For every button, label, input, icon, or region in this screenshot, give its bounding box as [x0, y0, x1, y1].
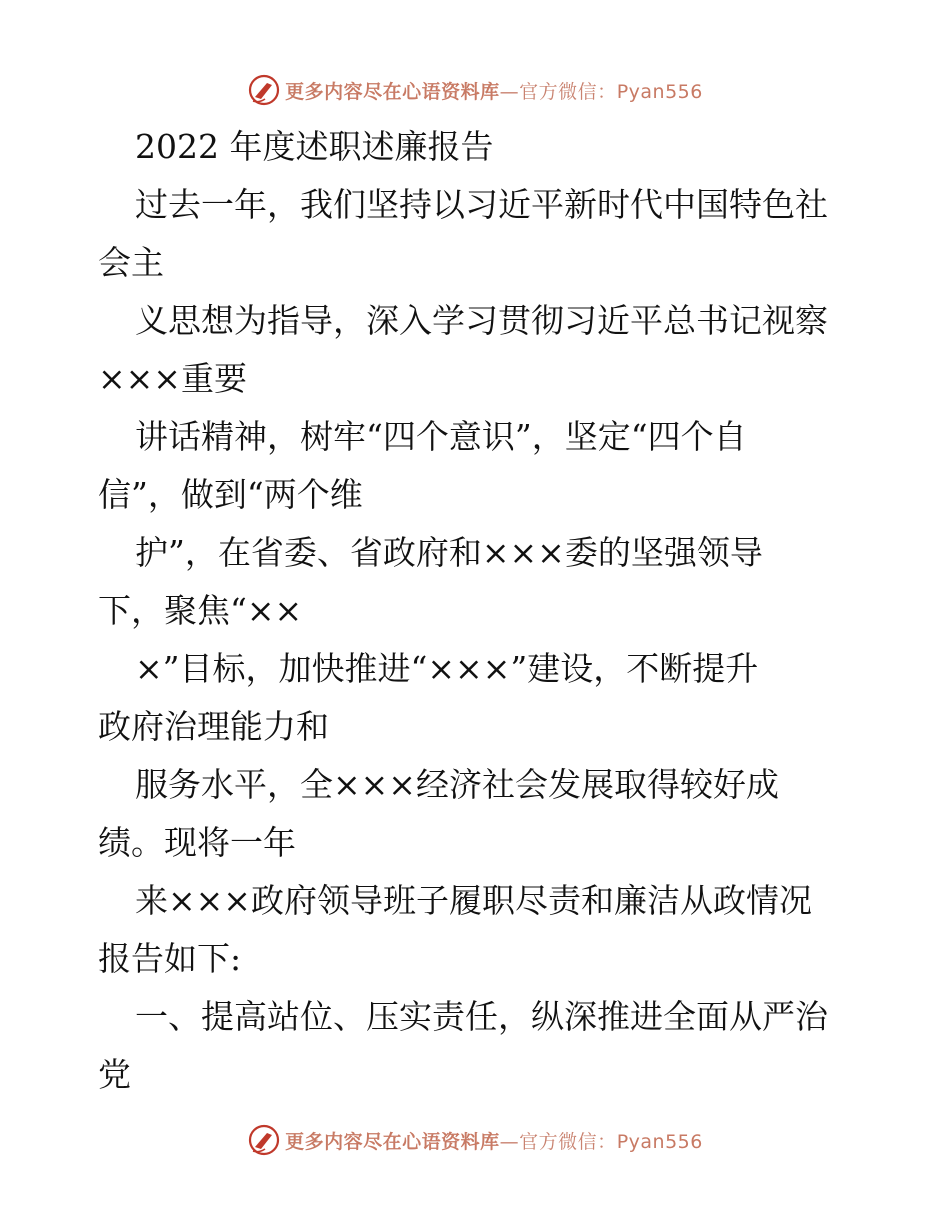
footer-banner	[0, 1120, 950, 1160]
header-wechat-id: Pyan556	[616, 80, 703, 103]
paragraph-line: 服务水平，全×××经济社会发展取得较好成	[135, 765, 779, 804]
footer-banner-text	[285, 1127, 703, 1154]
paragraph-line: 报告如下:	[98, 939, 242, 978]
paragraph-line: 讲话精神，树牢“四个意识”，坚定“四个自	[135, 417, 747, 456]
paragraph-line: 政府治理能力和	[98, 707, 329, 746]
section-heading: 一、提高站位、压实责任，纵深推进全面从严治	[135, 997, 828, 1036]
footer-dash: —	[499, 1130, 520, 1153]
paragraph-line: ×”目标，加快推进“×××”建设，不断提升	[135, 649, 759, 688]
pen-nib-logo-icon	[247, 73, 281, 107]
paragraph-line: 下，聚焦“××	[98, 591, 303, 630]
header-dash: —	[499, 80, 520, 103]
paragraph-line: 护”，在省委、省政府和×××委的坚强领导	[135, 533, 763, 572]
paragraph-line: 义思想为指导，深入学习贯彻习近平总书记视察	[135, 301, 828, 340]
paragraph-line: 信”，做到“两个维	[98, 475, 363, 514]
footer-site-text: 更多内容尽在心语资料库	[285, 1130, 500, 1153]
header-wechat-label: 官方微信：	[519, 80, 617, 103]
footer-wechat-id: Pyan556	[616, 1130, 703, 1153]
paragraph-line: 会主	[98, 243, 164, 282]
document-body	[98, 118, 858, 1104]
header-banner	[0, 70, 950, 110]
header-banner-text	[285, 77, 703, 104]
document-title: 2022 年度述职述廉报告	[135, 127, 494, 166]
pen-nib-logo-icon	[247, 1123, 281, 1157]
paragraph-line: 党	[98, 1055, 131, 1094]
paragraph-line: 绩。现将一年	[98, 823, 296, 862]
paragraph-line: ×××重要	[98, 359, 247, 398]
paragraph-line: 过去一年，我们坚持以习近平新时代中国特色社	[135, 185, 828, 224]
footer-wechat-label: 官方微信：	[519, 1130, 617, 1153]
header-site-text: 更多内容尽在心语资料库	[285, 80, 500, 103]
paragraph-line: 来×××政府领导班子履职尽责和廉洁从政情况	[135, 881, 812, 920]
